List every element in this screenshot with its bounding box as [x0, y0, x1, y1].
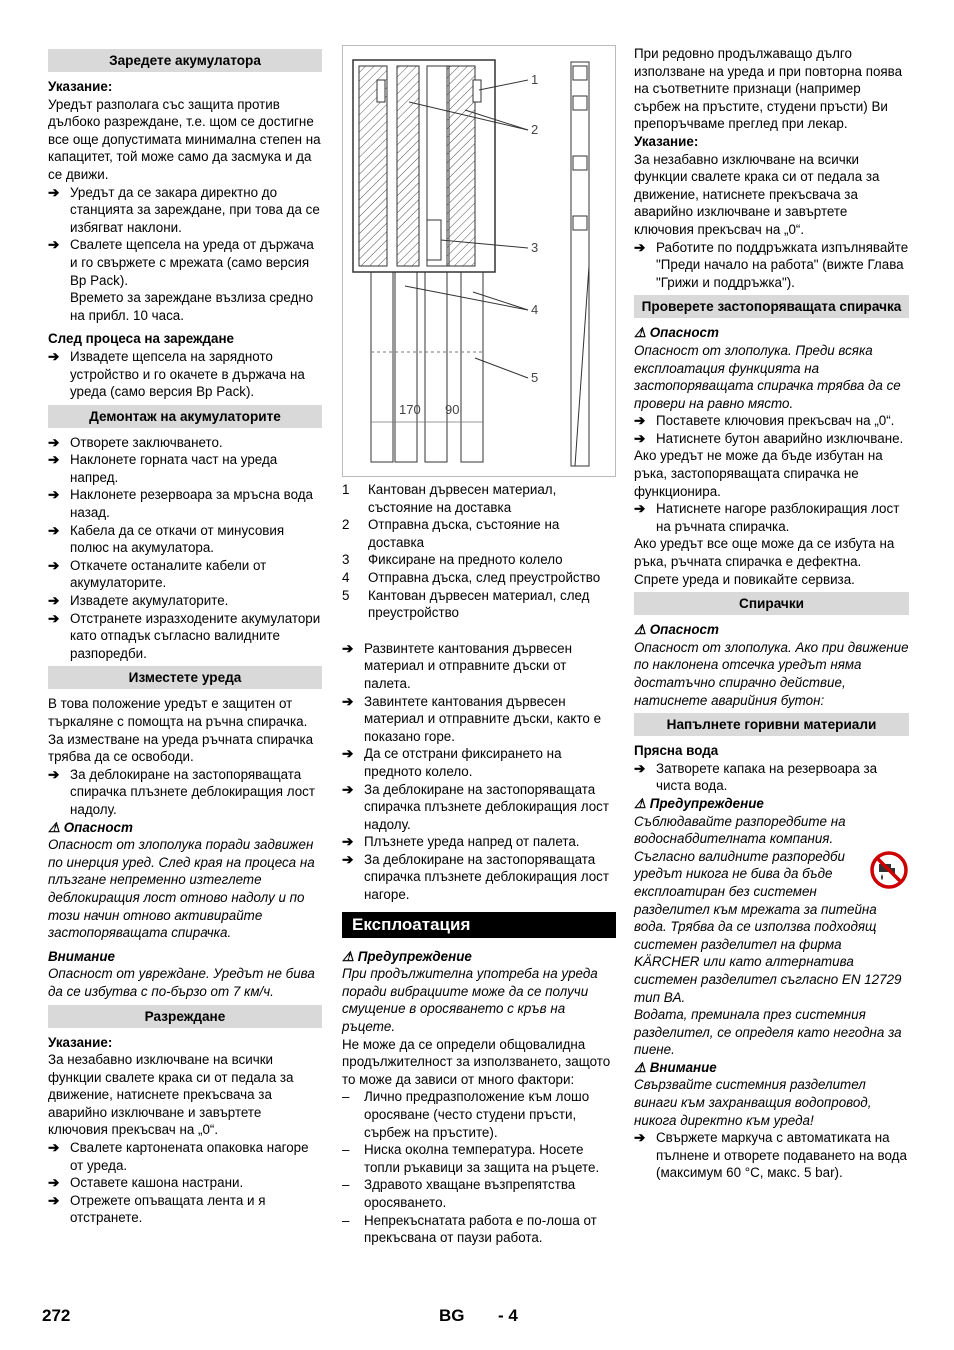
- step-item: ➔ Извадете акумулаторите.: [48, 593, 229, 609]
- note-label: Указание:: [48, 79, 113, 94]
- warning-icon: ⚠: [48, 819, 61, 835]
- warning-text: При продължителна употреба на уреда поради вибрациите може да се получи смущение в оросяването с кръв на ръцете.: [342, 966, 598, 1035]
- usage-text: Не може да се определи общовалидна продължителност за използването, защото то може да зависи от много фактори:: [342, 1036, 611, 1087]
- section-title-move-device: Изместете уреда: [48, 666, 322, 689]
- no-drinking-water-icon: [869, 850, 909, 890]
- pallet-diagram: [343, 46, 615, 476]
- arrow-icon: ➔: [48, 487, 60, 503]
- warning-icon: ⚠: [634, 1059, 647, 1075]
- attention-heading: Внимание: [48, 948, 116, 964]
- danger-text: Опасност от злополука поради задвижен по инерция уред. След края на процеса на плъзгане непременно изтеглете деблокиращия лост отново надолу и по този начин отново активирайте застопоряващата спирачка.: [48, 837, 315, 941]
- section-title-charge-battery: Заредете акумулатора: [48, 49, 322, 72]
- step-item: ➔ Свържете маркуча с автоматиката на пълнене и отворете подаването на вода (максимум 60 °C, макс. 5 bar).: [634, 1130, 907, 1181]
- column-2: [342, 45, 616, 1247]
- arrow-icon: ➔: [48, 557, 60, 573]
- step-item: ➔ Затворете капака на резервоара за чиста вода.: [634, 760, 878, 794]
- dimension-90: 90: [445, 402, 460, 417]
- step-item: ➔ Отворете заключването.: [48, 434, 223, 450]
- section-title-check-parking-brake: Проверете застопоряващата спирачка: [634, 295, 909, 318]
- arrow-icon: ➔: [634, 413, 646, 429]
- danger-heading: ⚠ Опасност: [634, 325, 719, 341]
- warning-text: Съгласно валидните разпоредби уредът никога не бива да бъде експлоатиран без системен разделител към мрежата за питейна вода. Трябва да се използва подходящ системен разделител на фирма KÄRCHER или като алтернатива системен разделител съгласно EN 12729 тип BA.: [634, 848, 909, 1006]
- step-item: ➔ Уредът да се закара директно до станцията за зареждане, при това да се избягват наклони.: [48, 184, 320, 235]
- section-title-unpacking: Разреждане: [48, 1005, 322, 1028]
- arrow-icon: ➔: [634, 430, 646, 446]
- legend-item: 2 Отправна дъска, състояние на доставка: [342, 517, 560, 550]
- section-title-remove-batteries: Демонтаж на акумулаторите: [48, 405, 322, 428]
- dimension-170: 170: [399, 402, 421, 417]
- attention-text: Опасност от увреждане. Уредът не бива да се избутва с по-бързо от 7 км/ч.: [48, 966, 315, 999]
- arrow-icon: ➔: [48, 237, 60, 253]
- note-text: Уредът разполага със защита против дълбоко разреждане, т.е. щом се достигне все още допустимата минимална степен на капацитет, той може само да засмука и да се движи.: [48, 96, 321, 182]
- arrow-icon: ➔: [48, 452, 60, 468]
- arrow-icon: ➔: [342, 781, 354, 797]
- ramp-left: [371, 272, 393, 462]
- note-text: За незабавно изключване на всички функции свалете крака си от педала за движение, натиснете прекъсвача за аварийно изключване и завъртете ключовия прекъсвач на „0“.: [48, 1052, 294, 1138]
- arrow-icon: ➔: [48, 348, 60, 364]
- arrow-icon: ➔: [342, 693, 354, 709]
- step-item: ➔ Свалете щепсела на уреда от държача и го свържете с мрежата (само версия Bp Pack).: [48, 237, 314, 288]
- attention-text: Свързвайте системния разделител винаги към захранващия водопровод, никога директно към уреда!: [634, 1077, 872, 1128]
- step-item: ➔ Натиснете нагоре разблокиращия лост на ръчната спирачка.: [634, 501, 900, 534]
- note-text: За незабавно изключване на всички функции свалете крака си от педала за движение, натиснете прекъсвача за аварийно изключване и завъртете ключовия прекъсвач на „0“.: [634, 151, 880, 237]
- side-ramp-line: [575, 266, 589, 466]
- arrow-icon: ➔: [48, 1192, 60, 1208]
- step-item: ➔ Работите по поддръжката изпълнявайте "Преди начало на работа" (вижте Глава "Грижи и поддръжка").: [634, 239, 909, 290]
- step-item: ➔ Наклонете горната част на уреда напред.: [48, 452, 278, 485]
- warning-text: Водата, преминала през системния разделител, се определя като негодна за пиене.: [634, 1007, 902, 1058]
- page-number: 272: [42, 1306, 71, 1325]
- arrow-icon: ➔: [634, 1130, 646, 1146]
- step-item: ➔ За деблокиране на застопоряващата спирачка плъзнете деблокиращия лост надолу.: [48, 766, 315, 817]
- ramp-right-a: [425, 272, 447, 462]
- chapter-number: - 4: [498, 1306, 518, 1325]
- arrow-icon: ➔: [48, 610, 60, 626]
- callout-3: 3: [531, 240, 539, 255]
- side-view: [571, 62, 589, 466]
- warning-heading: ⚠ Предупреждение: [342, 948, 472, 964]
- factor-item: – Ниска околна температура. Носете топли ръкавици за защита на ръцете.: [342, 1142, 600, 1175]
- arrow-icon: ➔: [342, 746, 354, 762]
- legend-item: 4 Отправна дъска, след преустройство: [342, 569, 601, 585]
- bracket-right: [473, 80, 481, 102]
- arrow-icon: ➔: [48, 1140, 60, 1156]
- step-item: ➔ Натиснете бутон аварийно изключване.: [634, 430, 904, 446]
- move-text: В това положение уредът е защитен от търкаляне с помощта на ръчна спирачка. За изместване на уреда ръчната спирачка трябва да се освободи.: [48, 696, 314, 765]
- step-note: Времето за зареждане възлиза средно на прибл. 10 часа.: [70, 290, 314, 323]
- factor-item: – Непрекъснатата работа е по-лоша от прекъсвана от паузи работа.: [342, 1212, 597, 1246]
- step-item: ➔ Наклонете резервоара за мръсна вода назад.: [48, 487, 314, 521]
- danger-heading: ⚠ Опасност: [634, 622, 719, 638]
- leader-4a: [405, 286, 528, 310]
- section-title-brakes: Спирачки: [634, 592, 909, 615]
- note-label: Указание:: [634, 133, 699, 149]
- arrow-icon: ➔: [342, 640, 354, 656]
- warning-icon: ⚠: [634, 795, 647, 811]
- section-title-fill-consumables: Напълнете горивни материали: [634, 713, 909, 736]
- fresh-water-label: Прясна вода: [634, 743, 719, 759]
- arrow-icon: ➔: [48, 434, 60, 450]
- warning-icon: ⚠: [342, 948, 355, 964]
- pallet-steps: [342, 640, 616, 904]
- doctor-text: При редовно продължаващо дълго използване на уреда и при повторна поява на съответните признаци (например сърбеж на пръстите, студени пръсти) Ви препоръчваме преглед при лекар.: [634, 46, 903, 132]
- arrow-icon: ➔: [342, 851, 354, 867]
- warning-icon: ⚠: [634, 325, 647, 341]
- step-item: ➔ Оставете кашона настрани.: [48, 1175, 244, 1191]
- arrow-icon: ➔: [48, 184, 60, 200]
- note-label: Указание:: [48, 1034, 113, 1050]
- legend-item: 1 Кантован дървесен материал, състояние на доставка: [342, 482, 557, 515]
- arrow-icon: ➔: [48, 766, 60, 782]
- arrow-icon: ➔: [634, 239, 646, 255]
- callout-2: 2: [531, 122, 539, 137]
- callout-4: 4: [531, 302, 539, 317]
- danger-text: Опасност от злополука. Ако при движение по наклонена отсечка уредът няма достатъчно спирачно действие, натиснете аварийния бутон:: [634, 639, 909, 708]
- step-item: ➔ Кабела да се откачи от минусовия полюс на акумулатора.: [48, 522, 285, 556]
- ramp-mid: [395, 272, 417, 462]
- step-item: ➔ Завинтете кантования дървесен материал и отправните дъски, както е показано горе.: [342, 693, 602, 744]
- remove-steps: [48, 434, 322, 663]
- figure-legend: [342, 481, 616, 622]
- danger-text: Опасност от злополука. Преди всяка експлоатация функцията на застопоряващата спирачка трябва да се провери на равно място.: [634, 342, 901, 411]
- wheel-fixing: [427, 220, 441, 260]
- step-item: ➔ Развинтете кантования дървесен материал и отправните дъски от палета.: [342, 640, 573, 691]
- brake-text: Ако уредът все още може да се избута на ръка, ръчната спирачка е дефектна. Спрете уреда и повикайте сервиза.: [634, 536, 895, 587]
- warning-icon: ⚠: [634, 622, 647, 638]
- arrow-icon: ➔: [634, 760, 646, 776]
- step-item: ➔ За деблокиране на застопоряващата спирачка плъзнете деблокиращия лост надолу.: [342, 781, 609, 832]
- step-item: ➔ Да се отстрани фиксирането на предното колело.: [342, 746, 562, 779]
- step-item: ➔ Поставете ключовия прекъсвач на „0“.: [634, 413, 895, 429]
- warning-text: Съблюдавайте разпоредбите на водоснабдителната компания.: [634, 813, 846, 847]
- arrow-icon: ➔: [48, 522, 60, 538]
- callout-1: 1: [531, 72, 539, 87]
- legend-item: 5 Кантован дървесен материал, след преустройство: [342, 587, 590, 621]
- step-item: ➔ Плъзнете уреда напред от палета.: [342, 834, 580, 850]
- callout-5: 5: [531, 370, 539, 385]
- ramp-board-a: [397, 66, 419, 266]
- legend-item: 3 Фиксиране на предното колело: [342, 552, 563, 568]
- column-1: [48, 45, 322, 1227]
- arrow-icon: ➔: [48, 1175, 60, 1191]
- step-item: ➔ Отстранете изразходените акумулатори като отпадък съгласно валидните разпоредби.: [48, 610, 321, 661]
- factor-item: – Здравото хващане възпрепятства оросяването.: [342, 1177, 576, 1210]
- squared-timber-right: [447, 66, 475, 266]
- step-item: ➔ Свалете картонената опаковка нагоре от уреда.: [48, 1140, 309, 1173]
- column-3: [634, 45, 909, 1182]
- arrow-icon: ➔: [634, 501, 646, 517]
- after-charge-label: След процеса на зареждане: [48, 331, 235, 347]
- factor-item: – Лично предразположение към лошо оросяване (често студени пръсти, сърбеж на пръстите).: [342, 1089, 590, 1140]
- warning-heading: ⚠ Предупреждение: [634, 795, 764, 811]
- charge-steps: [48, 184, 322, 325]
- bracket-left: [377, 80, 385, 102]
- step-item: ➔ За деблокиране на застопоряващата спирачка плъзнете деблокиращия лост нагоре.: [342, 851, 609, 903]
- attention-heading: ⚠ Внимание: [634, 1059, 717, 1075]
- pallet-ramp-figure: [342, 45, 616, 477]
- step-item: ➔ Откачете останалите кабели от акумулаторите.: [48, 557, 267, 591]
- danger-heading: ⚠ Опасност: [48, 819, 133, 835]
- arrow-icon: ➔: [48, 593, 60, 609]
- arrow-icon: ➔: [342, 834, 354, 850]
- chapter-title-operation: Експлоатация: [342, 912, 616, 938]
- leader-1: [479, 80, 528, 90]
- step-item: ➔ Отрежете опъващата лента и я отстранете.: [48, 1192, 266, 1226]
- step-item: ➔ Извадете щепсела на зарядното устройство и го окачете в държача на уреда (само версия Bp Pack).: [48, 348, 305, 400]
- language-code: BG: [439, 1306, 465, 1325]
- brake-text: Ако уредът не може да бъде избутан на ръка, застопоряващата спирачка не функционира.: [634, 448, 883, 499]
